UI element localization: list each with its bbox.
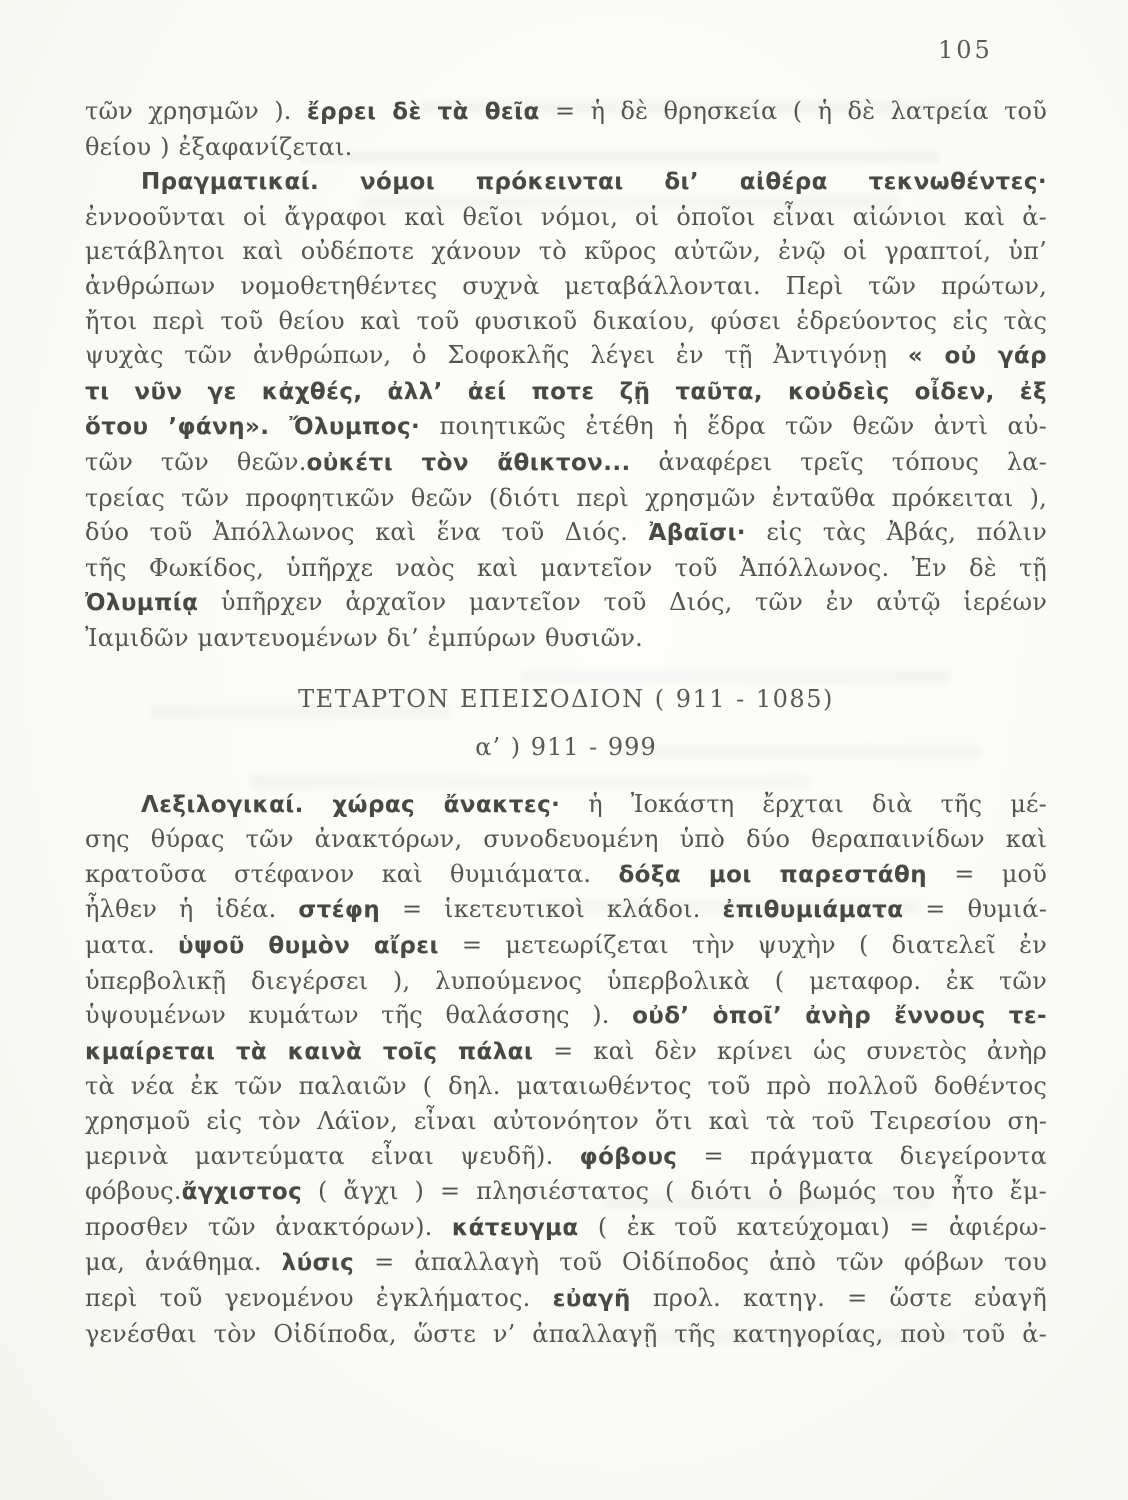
text-run: ἡ Ἰοκάστη ἔρχται διὰ τῆς μέ- [560, 789, 1047, 818]
text-run: εἰς τὰς Ἀβάς, πόλιν [745, 518, 1047, 547]
lemma-term: οὐδ’ ὁποῖ’ ἀνὴρ ἔννους τε- [632, 1003, 1047, 1030]
text-line [85, 787, 1047, 823]
text-run: = μετεωρίζεται τὴν ψυχὴν ( διατελεῖ ἐν [438, 931, 1047, 960]
lemma-term: Λεξιλογικαί. χώρας ἄνακτες· [141, 791, 561, 818]
text-line [85, 481, 1047, 516]
text-line [85, 928, 1047, 964]
text-run: ἤτοι περὶ τοῦ θείου καὶ τοῦ φυσικοῦ δικαίου, φύσει ἑδρεύοντος εἰς τὰς [85, 306, 1047, 335]
text-run: ὑψουμένων κυμάτων τῆς θαλάσσης ). [85, 1001, 633, 1030]
lemma-term: ὑψοῦ θυμὸν αἴρει [178, 933, 439, 960]
text-run: δύο τοῦ Ἀπόλλωνος καὶ ἕνα τοῦ Διός. [85, 518, 649, 547]
text-line [85, 338, 1047, 374]
text-run: ποιητικῶς ἐτέθη ἡ ἕδρα τῶν θεῶν ἀντὶ αὐ- [420, 412, 1047, 441]
text-run: = μοῦ [926, 859, 1047, 888]
lemma-term: ὅτου ’φάνη». Ὄλυμπος· [85, 414, 421, 441]
text-line [85, 585, 1047, 621]
text-run: θείου ) ἐξαφανίζεται. [85, 132, 353, 161]
text-run: = θυμιά- [903, 895, 1048, 924]
text-line [85, 892, 1047, 928]
lemma-term: λύσις [281, 1250, 355, 1277]
text-line [85, 621, 1047, 656]
text-run: Ἰαμιδῶν μαντευομένων δι’ ἐμπύρων θυσιῶν. [85, 623, 643, 652]
text-line [85, 130, 1047, 165]
text-run: μερινὰ μαντεύματα εἶναι ψευδῆ). [85, 1141, 580, 1170]
section-heading [85, 730, 1047, 765]
text-run: ἦλθεν ἡ ἰδέα. [85, 895, 299, 924]
text-line [85, 269, 1047, 304]
lemma-term: οὐκέτι τὸν ἄθικτον... [306, 449, 631, 476]
text-run: ΤΕΤΑΡΤΟΝ ΕΠΕΙΣΟΔΙΟΝ ( 911 - 1085) [298, 684, 834, 713]
text-run: χρησμοῦ εἰς τὸν Λάϊον, εἶναι αὐτονόητον ὅτι καὶ τὰ τοῦ Τειρεσίου ση- [85, 1107, 1047, 1136]
text-line [85, 94, 1047, 130]
text-run: = ἀπαλλαγὴ τοῦ Οἰδίποδος ἀπὸ τῶν φόβων του [354, 1248, 1047, 1277]
text-line [85, 304, 1047, 339]
text-run: τρείας τῶν προφητικῶν θεῶν (διότι περὶ χρησμῶν ἐνταῦθα πρόκειται ), [85, 483, 1047, 512]
text-line [85, 822, 1047, 857]
text-line [85, 857, 1047, 893]
text-run: κρατοῦσα στέφανον καὶ θυμιάματα. [85, 859, 619, 888]
text-line [85, 1281, 1047, 1317]
text-run: φόβους. [85, 1177, 182, 1206]
text-run: ἀναφέρει τρεῖς τόπους λα- [630, 447, 1047, 476]
text-run: ὑπερβολικῇ διεγέρσει ), λυπούμενος ὑπερβολικὰ ( μεταφορ. ἐκ τῶν [85, 966, 1047, 995]
text-run: τὰ νέα ἐκ τῶν παλαιῶν ( δηλ. ματαιωθέντος τοῦ πρὸ πολλοῦ δοθέντος [85, 1072, 1047, 1101]
text-line [85, 374, 1047, 410]
text-run: προσθεν τῶν ἀνακτόρων). [85, 1212, 452, 1241]
lemma-term: κμαίρεται τὰ καινὰ τοῖς πάλαι [85, 1038, 534, 1065]
lemma-term: φόβους [579, 1143, 678, 1170]
text-line [85, 964, 1047, 999]
lemma-term: εὐαγῆ [552, 1286, 631, 1312]
text-line [85, 551, 1047, 586]
text-run: ( ἄγχι ) = πλησιέστατος ( διότι ὁ βωμός του ἦτο ἔμ- [302, 1177, 1047, 1206]
text-run: ὑπῆρχεν ἀρχαῖον μαντεῖον τοῦ Διός, τῶν ἐν αὐτῷ ἱερέων [198, 588, 1047, 617]
page-number: 105 [938, 36, 993, 64]
text-body [85, 94, 1047, 1351]
text-line [85, 1317, 1047, 1352]
text-line [85, 1104, 1047, 1139]
lemma-term: « οὐ γάρ [907, 343, 1047, 370]
text-line [85, 1174, 1047, 1210]
lemma-term: στέφη [298, 897, 381, 924]
text-line [85, 409, 1047, 445]
text-run: ( ἐκ τοῦ κατεύχομαι) = ἀφιέρω- [578, 1212, 1047, 1241]
text-line [85, 1034, 1047, 1070]
text-run: σης θύρας τῶν ἀνακτόρων, συνοδευομένη ὑπὸ δύο θεραπαινίδων καὶ [85, 825, 1047, 854]
text-run: περὶ τοῦ γενομένου ἐγκλήματος. [85, 1284, 553, 1312]
lemma-term: ἄγχιστος [181, 1179, 303, 1206]
text-run: τῆς Φωκίδος, ὑπῆρχε ναὸς καὶ μαντεῖον τοῦ Ἀπόλλωνος. Ἐν δὲ τῇ [85, 553, 1047, 582]
text-run: = ἱκετευτικοὶ κλάδοι. [380, 895, 723, 924]
text-line [85, 1210, 1047, 1246]
text-run: = καὶ δὲν κρίνει ὡς συνετὸς ἀνὴρ [533, 1036, 1047, 1065]
text-run: α’ ) 911 - 999 [475, 733, 657, 762]
text-run: τῶν τῶν θεῶν. [85, 447, 307, 476]
text-line [85, 515, 1047, 551]
text-run: γενέσθαι τὸν Οἰδίποδα, ὥστε ν’ ἀπαλλαγῇ τῆς κατηγορίας, ποὺ τοῦ ἀ- [85, 1319, 1047, 1348]
lemma-term: Ὀλυμπίᾳ [85, 590, 199, 617]
text-line [85, 200, 1047, 235]
text-run: = πράγματα διεγείροντα [677, 1141, 1048, 1170]
text-run: ἐννοοῦνται οἱ ἄγραφοι καὶ θεῖοι νόμοι, οἱ ὁποῖοι εἶναι αἰώνιοι καὶ ἀ- [85, 202, 1047, 231]
lemma-term: δόξα μοι παρεστάθη [618, 861, 927, 888]
text-run: προλ. κατηγ. = ὥστε εὐαγῆ [630, 1284, 1047, 1312]
lemma-term: ἐπιθυμιάματα [722, 897, 904, 924]
text-line [85, 1069, 1047, 1104]
section-heading [85, 682, 1047, 717]
text-line [85, 1245, 1047, 1281]
text-run: ψυχὰς τῶν ἀνθρώπων, ὁ Σοφοκλῆς λέγει ἐν τῇ Ἀντιγόνῃ [85, 341, 908, 370]
lemma-term: τι νῦν γε κἀχθές, ἀλλ’ ἀεί ποτε ζῇ ταῦτα, κοὐδεὶς οἶδεν, ἐξ [85, 378, 1047, 405]
text-line [85, 1139, 1047, 1175]
lemma-term: Ἀβαῖσι· [648, 520, 746, 547]
lemma-term: ἔρρει δὲ τὰ θεῖα [306, 99, 540, 125]
text-line [85, 234, 1047, 269]
lemma-term: κάτευγμα [451, 1214, 579, 1241]
text-run: μα, ἀνάθημα. [85, 1248, 282, 1277]
text-line [85, 998, 1047, 1034]
text-run: τῶν χρησμῶν ). [85, 97, 307, 125]
text-run: ματα. [85, 931, 179, 960]
lemma-term: Πραγματικαί. νόμοι πρόκεινται δι’ αἰθέρα τεκνωθέντες· [141, 169, 1047, 196]
text-line [85, 164, 1047, 200]
text-line [85, 445, 1047, 481]
text-run: = ἡ δὲ θρησκεία ( ἡ δὲ λατρεία τοῦ [539, 97, 1047, 125]
text-run: μετάβλητοι καὶ οὐδέποτε χάνουν τὸ κῦρος αὐτῶν, ἐνῷ οἱ γραπτοί, ὑπ’ [85, 237, 1047, 266]
text-run: ἀνθρώπων νομοθετηθέντες συχνὰ μεταβάλλονται. Περὶ τῶν πρώτων, [85, 271, 1047, 300]
